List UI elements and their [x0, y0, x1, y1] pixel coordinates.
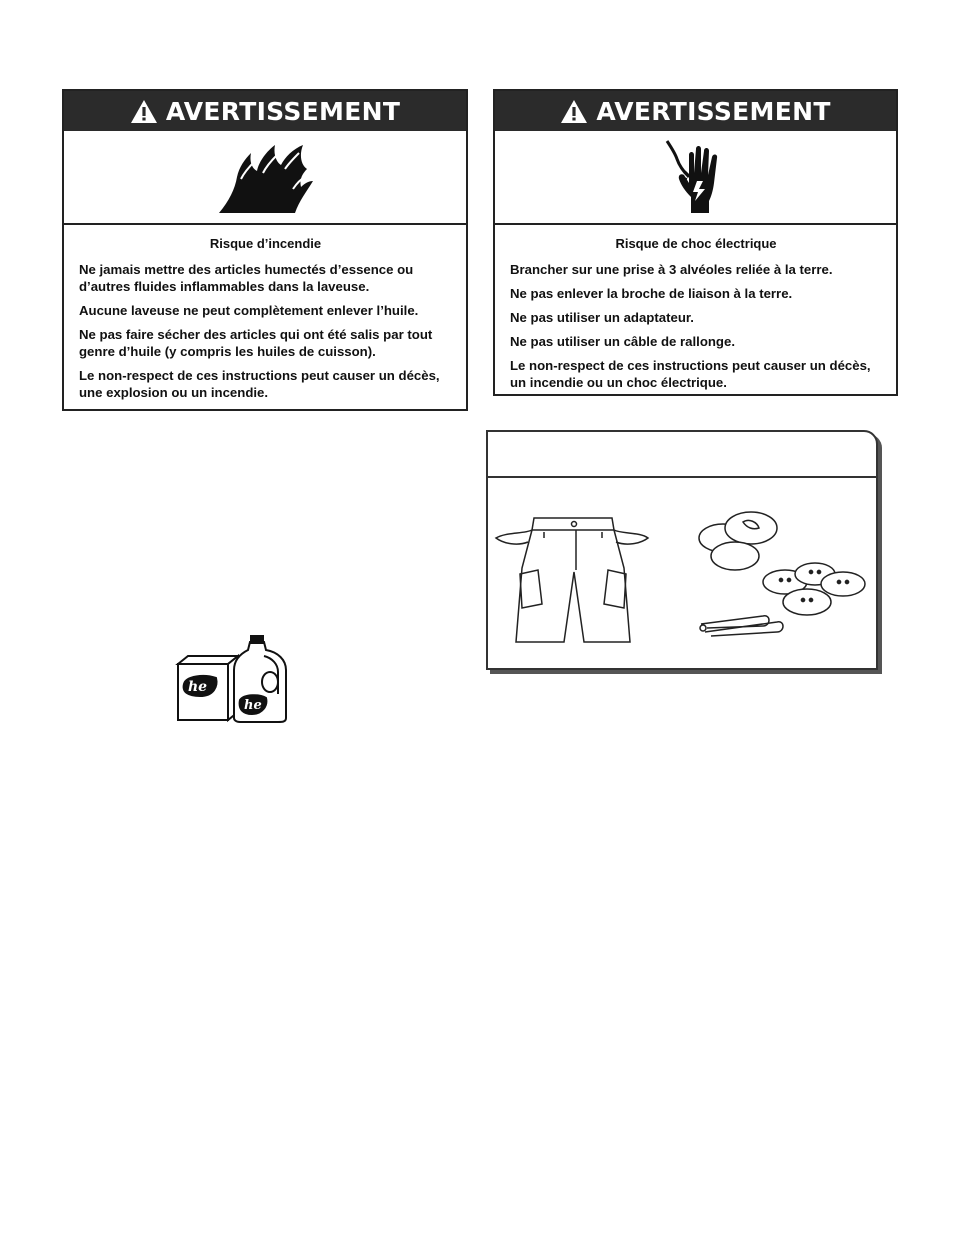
electric-shock-hand-icon	[661, 137, 731, 217]
warning-line: Brancher sur une prise à 3 alvéoles reliée à la terre.	[510, 262, 833, 277]
he-logo-box: he	[188, 679, 208, 695]
panel-header	[488, 432, 876, 478]
fire-icon	[215, 139, 315, 215]
shock-icon-area	[495, 131, 896, 225]
warning-triangle-icon	[130, 99, 158, 124]
warning-header-label: AVERTISSEMENT	[596, 96, 831, 126]
warning-line: Le non-respect de ces instructions peut causer un décès, un incendie ou un choc électrique.	[510, 358, 871, 390]
warning-line: Ne pas enlever la broche de liaison à la terre.	[510, 286, 793, 301]
he-detergent-icon	[174, 634, 298, 724]
empty-pockets-pants-icon	[494, 512, 650, 646]
warning-line: Ne pas utiliser un adaptateur.	[510, 310, 694, 325]
he-logo-bottle: he	[244, 698, 262, 713]
warning-header-label: AVERTISSEMENT	[165, 96, 401, 126]
warning-header	[495, 91, 896, 131]
warning-line: Ne jamais mettre des articles humectés d’essence ou d’autres fluides inflammables dans la laveuse.	[79, 262, 414, 294]
warning-line: Ne pas faire sécher des articles qui ont été salis par tout genre d’huile (y compris les huiles de cuisson).	[79, 327, 433, 359]
warning-line: Le non-respect de ces instructions peut causer un décès, une explosion ou un incendie.	[79, 368, 440, 400]
warning-line: Aucune laveuse ne peut complètement enlever l’huile.	[79, 303, 419, 318]
fire-icon-area	[64, 131, 466, 225]
fire-warning-box	[62, 89, 468, 411]
empty-pockets-panel	[486, 430, 878, 670]
warning-header	[64, 91, 466, 131]
warning-triangle-icon	[560, 99, 588, 124]
coins-buttons-pins-icon	[693, 508, 873, 638]
warning-body	[64, 225, 466, 401]
shock-warning-box	[493, 89, 898, 396]
warning-body	[495, 225, 896, 391]
warning-title: Risque de choc électrique	[615, 236, 777, 251]
warning-line: Ne pas utiliser un câble de rallonge.	[510, 334, 735, 349]
warning-title: Risque d’incendie	[209, 236, 322, 251]
